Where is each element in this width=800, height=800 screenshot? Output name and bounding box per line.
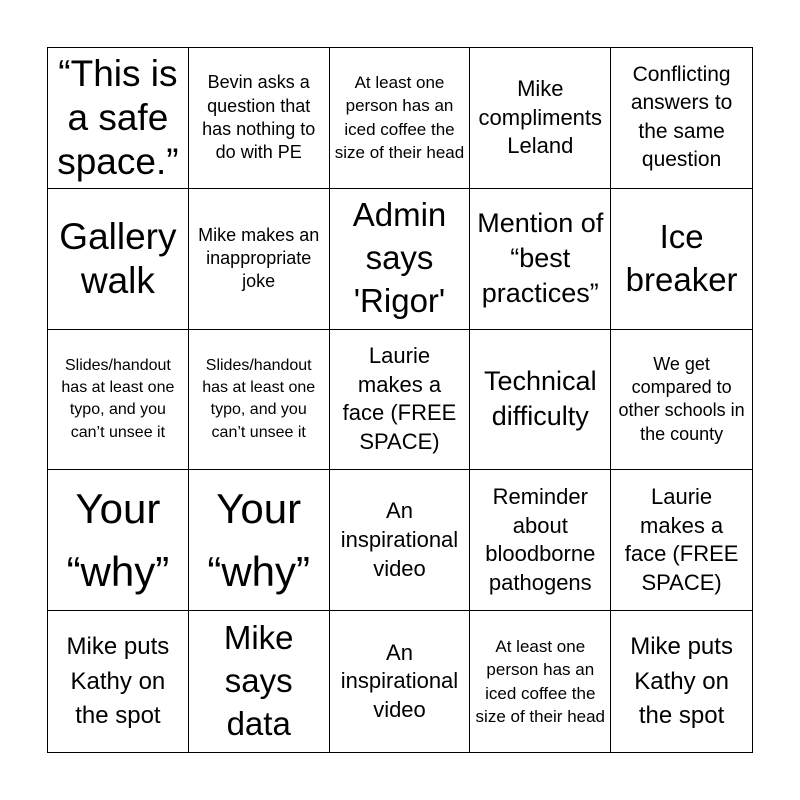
bingo-cell-r4c5[interactable] [611,470,752,611]
bingo-cell-text: Technical difficulty [484,366,597,432]
bingo-cell-r2c1[interactable] [48,189,189,330]
bingo-cell-text: Bevin asks a question that has nothing to do with PE [202,72,316,163]
bingo-cell-text: Ice breaker [625,217,738,298]
bingo-cell-r2c4[interactable] [470,189,611,330]
bingo-cell-r3c2[interactable] [189,330,330,471]
bingo-cell-text: “This is a safe space.” [57,52,179,182]
bingo-cell-r5c5[interactable] [611,611,752,752]
bingo-cell-r1c3[interactable] [330,48,471,189]
bingo-cell-text: Mike puts Kathy on the spot [66,633,170,729]
bingo-cell-r3c5[interactable] [611,330,752,471]
bingo-cell-text: At least one person has an iced coffee the size of their head [334,72,465,163]
bingo-cell-r5c2[interactable] [189,611,330,752]
bingo-cell-r3c4[interactable] [470,330,611,471]
bingo-cell-r2c3[interactable] [330,189,471,330]
bingo-cell-r4c1[interactable] [48,470,189,611]
bingo-cell-r4c3[interactable] [330,470,471,611]
bingo-cell-r4c4[interactable] [470,470,611,611]
bingo-cell-r3c3[interactable] [330,330,471,471]
bingo-cell-r5c4[interactable] [470,611,611,752]
bingo-cell-text: Your “why” [66,485,170,596]
bingo-cell-r4c2[interactable] [189,470,330,611]
bingo-cell-text: Slides/handout has at least one typo, and you can’t unsee it [202,356,316,441]
bingo-cell-text: We get compared to other schools in the county [618,353,745,444]
bingo-cell-r1c4[interactable] [470,48,611,189]
bingo-cell-r5c3[interactable] [330,611,471,752]
bingo-cell-r5c1[interactable] [48,611,189,752]
bingo-cell-r1c1[interactable] [48,48,189,189]
bingo-board [47,47,753,753]
bingo-cell-text: Admin says 'Rigor' [352,196,447,320]
bingo-cell-text: Slides/handout has at least one typo, and you can’t unsee it [61,356,175,441]
bingo-cell-r3c1[interactable] [48,330,189,471]
bingo-cell-text: Mike puts Kathy on the spot [630,633,733,729]
bingo-cell-text: Laurie makes a face (FREE SPACE) [624,484,739,595]
bingo-cell-r2c5[interactable] [611,189,752,330]
bingo-cell-text: An inspirational video [340,639,459,722]
bingo-cell-text: Your “why” [207,485,311,596]
bingo-cell-text: An inspirational video [340,498,459,581]
bingo-cell-r1c2[interactable] [189,48,330,189]
bingo-cell-text: Mention of “best practices” [477,208,604,309]
bingo-cell-r2c2[interactable] [189,189,330,330]
bingo-cell-text: At least one person has an iced coffee the size of their head [475,636,606,727]
bingo-cell-text: Reminder about bloodborne pathogens [485,484,596,595]
bingo-cell-text: Conflicting answers to the same question [630,62,733,172]
bingo-cell-text: Mike makes an inappropriate joke [198,224,320,292]
bingo-cell-text: Mike says data [223,619,294,743]
bingo-cell-r1c5[interactable] [611,48,752,189]
bingo-cell-text: Gallery walk [59,215,177,301]
bingo-cell-text: Laurie makes a face (FREE SPACE) [342,343,457,455]
bingo-cell-text: Mike compliments Leland [478,76,603,159]
